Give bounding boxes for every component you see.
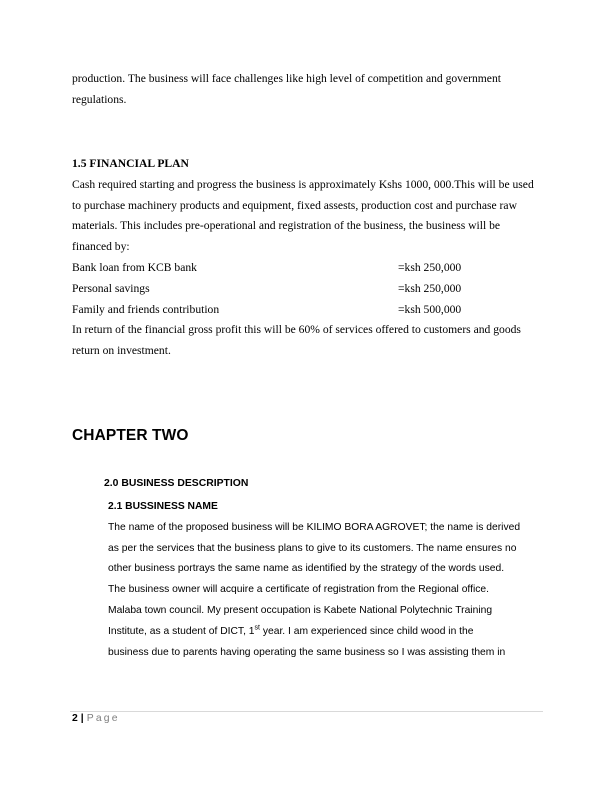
funding-source-amount: =ksh 500,000 [398, 302, 462, 316]
financial-plan-section [72, 154, 542, 362]
body-line: as per the services that the business plans to give to its customers. The name ensures no [108, 542, 517, 554]
body-line: business due to parents having operating the same business so I was assisting them in [108, 646, 506, 658]
footer-separator: | [80, 713, 84, 724]
footer-divider [70, 711, 543, 712]
intro-paragraph: production. The business will face challenges like high level of competition and government regulations. [72, 72, 501, 106]
business-description-heading: 2.0 BUSINESS DESCRIPTION [104, 478, 249, 489]
funding-source-label: Personal savings [72, 281, 150, 295]
body-line: The name of the proposed business will be KILIMO BORA AGROVET; the name is derived [108, 521, 521, 533]
body-line-part: Institute, as a student of DICT, 1 [108, 625, 255, 637]
funding-row [72, 279, 542, 300]
financial-plan-heading: 1.5 FINANCIAL PLAN [72, 157, 189, 170]
financial-plan-paragraph: Cash required starting and progress the business is approximately Kshs 1000, 000.This will be used to purchase machinery products and equipment, fixed assests, production cost and purchase raw materials. This includes pre-operational and registration of the business, the business will be financed by: [72, 177, 534, 254]
funding-source-amount: =ksh 250,000 [398, 281, 462, 295]
page-number: 2 [72, 713, 78, 724]
body-line: other business portrays the same name as identified by the strategy of the words used. [108, 563, 505, 575]
body-line: Malaba town council. My present occupation is Kabete National Polytechnic Training [108, 604, 493, 616]
funding-source-label: Bank loan from KCB bank [72, 260, 197, 274]
funding-source-label: Family and friends contribution [72, 302, 220, 316]
business-name-section [108, 497, 548, 663]
business-name-subheading: 2.1 BUSSINESS NAME [108, 501, 218, 512]
body-line-part: year. I am experienced since child wood in the [259, 625, 474, 637]
funding-source-amount: =ksh 250,000 [398, 260, 462, 274]
chapter-title: CHAPTER TWO [72, 427, 189, 444]
ordinal-superscript: st [254, 624, 260, 632]
financial-plan-closing: In return of the financial gross profit this will be 60% of services offered to customers and goods return on investment. [72, 323, 521, 358]
page-label: Page [86, 713, 120, 724]
funding-row [72, 258, 542, 279]
body-line [108, 622, 548, 643]
funding-row [72, 300, 542, 321]
body-line: The business owner will acquire a certificate of registration from the Regional office. [108, 584, 489, 596]
page-footer [72, 713, 120, 724]
